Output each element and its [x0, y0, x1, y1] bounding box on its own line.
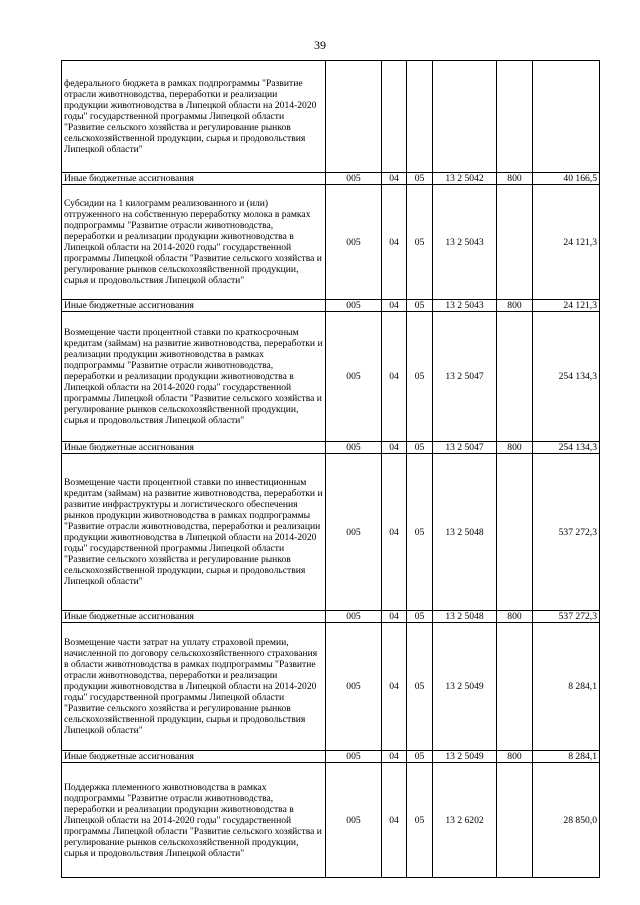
sum-cell: 254 134,3	[533, 442, 600, 454]
table-row	[62, 312, 600, 442]
table-row	[62, 763, 600, 878]
table-row	[62, 173, 600, 185]
sum-cell: 8 284,1	[533, 623, 600, 751]
rz-cell: 04	[382, 623, 407, 751]
rz-cell: 04	[382, 763, 407, 878]
sum-cell: 254 134,3	[533, 312, 600, 442]
sum-cell: 8 284,1	[533, 751, 600, 763]
sum-cell: 24 121,3	[533, 185, 600, 300]
name-cell: федерального бюджета в рамках подпрограммы "Развитие отрасли животноводства, переработки и реализации продукции животноводства в Липецкой области на 2014-2020 годы" государственной программы Липецкой области "Развитие сельского хозяйства и регулирование рынков сельскохозяйственной продукции, сырья и продовольствия Липецкой области"	[62, 61, 326, 173]
rz-cell: 04	[382, 300, 407, 312]
vr-cell: 800	[497, 442, 533, 454]
name-cell: Субсидии на 1 килограмм реализованного и (или) отгруженного на собственную переработку молока в рамках подпрограммы "Развитие отрасли животноводства, переработки и реализации продукции животноводства в Липецкой области на 2014-2020 годы" государственной программы Липецкой области "Развитие сельского хозяйства и регулирование рынков сельскохозяйственной продукции, сырья и продовольствия Липецкой области"	[62, 185, 326, 300]
vr-cell: 800	[497, 751, 533, 763]
table-row	[62, 623, 600, 751]
pr-cell: 05	[407, 751, 433, 763]
vr-cell	[497, 763, 533, 878]
name-cell: Иные бюджетные ассигнования	[62, 173, 326, 185]
name-cell: Иные бюджетные ассигнования	[62, 442, 326, 454]
sum-cell: 40 166,5	[533, 173, 600, 185]
rz-cell: 04	[382, 611, 407, 623]
ved-cell: 005	[326, 185, 382, 300]
name-cell: Возмещение части процентной ставки по краткосрочным кредитам (займам) на развитие животноводства, переработки и реализации продукции животноводства в рамках подпрограммы "Развитие отрасли животноводства, переработки и реализации продукции животноводства в Липецкой области на 2014-2020 годы" государственной программы Липецкой области "Развитие сельского хозяйства и регулирование рынков сельскохозяйственной продукции, сырья и продовольствия Липецкой области"	[62, 312, 326, 442]
pr-cell: 05	[407, 312, 433, 442]
sum-cell	[533, 61, 600, 173]
pr-cell: 05	[407, 442, 433, 454]
pr-cell: 05	[407, 763, 433, 878]
name-cell: Возмещение части процентной ставки по инвестиционным кредитам (займам) на развитие животноводства, переработки и развитие инфраструктуры и логистического обеспечения рынков продукции животноводства в рамках подпрограммы "Развитие отрасли животноводства, переработки и реализации продукции животноводства в Липецкой области на 2014-2020 годы" государственной программы Липецкой области "Развитие сельского хозяйства и регулирование рынков сельскохозяйственной продукции, сырья и продовольствия Липецкой области"	[62, 454, 326, 611]
csr-cell: 13 2 5043	[433, 185, 497, 300]
name-cell: Иные бюджетные ассигнования	[62, 300, 326, 312]
ved-cell: 005	[326, 312, 382, 442]
csr-cell: 13 2 5048	[433, 611, 497, 623]
ved-cell: 005	[326, 623, 382, 751]
table-row	[62, 61, 600, 173]
sum-cell: 28 850,0	[533, 763, 600, 878]
page-number: 39	[314, 38, 326, 52]
pr-cell: 05	[407, 611, 433, 623]
pr-cell: 05	[407, 173, 433, 185]
pr-cell: 05	[407, 185, 433, 300]
table-row	[62, 611, 600, 623]
ved-cell: 005	[326, 442, 382, 454]
pr-cell	[407, 61, 433, 173]
vr-cell	[497, 61, 533, 173]
rz-cell	[382, 61, 407, 173]
csr-cell: 13 2 5043	[433, 300, 497, 312]
csr-cell: 13 2 5049	[433, 623, 497, 751]
csr-cell: 13 2 5047	[433, 442, 497, 454]
vr-cell: 800	[497, 173, 533, 185]
vr-cell	[497, 312, 533, 442]
ved-cell: 005	[326, 751, 382, 763]
vr-cell	[497, 623, 533, 751]
csr-cell: 13 2 6202	[433, 763, 497, 878]
rz-cell: 04	[382, 173, 407, 185]
pr-cell: 05	[407, 454, 433, 611]
name-cell: Иные бюджетные ассигнования	[62, 611, 326, 623]
ved-cell: 005	[326, 173, 382, 185]
sum-cell: 537 272,3	[533, 454, 600, 611]
rz-cell: 04	[382, 454, 407, 611]
csr-cell: 13 2 5042	[433, 173, 497, 185]
pr-cell: 05	[407, 623, 433, 751]
table-row	[62, 454, 600, 611]
ved-cell	[326, 61, 382, 173]
table-row	[62, 300, 600, 312]
table-row	[62, 751, 600, 763]
csr-cell: 13 2 5049	[433, 751, 497, 763]
budget-table	[61, 60, 600, 878]
sum-cell: 537 272,3	[533, 611, 600, 623]
csr-cell: 13 2 5048	[433, 454, 497, 611]
pr-cell: 05	[407, 300, 433, 312]
ved-cell: 005	[326, 611, 382, 623]
name-cell: Иные бюджетные ассигнования	[62, 751, 326, 763]
vr-cell: 800	[497, 300, 533, 312]
ved-cell: 005	[326, 300, 382, 312]
name-cell: Возмещение части затрат на уплату страховой премии, начисленной по договору сельскохозяйственного страхования в области животноводства в рамках подпрограммы "Развитие отрасли животноводства, переработки и реализации продукции животноводства в Липецкой области на 2014-2020 годы" государственной программы Липецкой области "Развитие сельского хозяйства и регулирование рынков сельскохозяйственной продукции, сырья и продовольствия Липецкой области"	[62, 623, 326, 751]
csr-cell: 13 2 5047	[433, 312, 497, 442]
vr-cell	[497, 454, 533, 611]
vr-cell: 800	[497, 611, 533, 623]
rz-cell: 04	[382, 185, 407, 300]
vr-cell	[497, 185, 533, 300]
name-cell: Поддержка племенного животноводства в рамках подпрограммы "Развитие отрасли животноводства, переработки и реализации продукции животноводства в Липецкой области на 2014-2020 годы" государственной программы Липецкой области "Развитие сельского хозяйства и регулирование рынков сельскохозяйственной продукции, сырья и продовольствия Липецкой области"	[62, 763, 326, 878]
table-row	[62, 185, 600, 300]
rz-cell: 04	[382, 442, 407, 454]
csr-cell	[433, 61, 497, 173]
rz-cell: 04	[382, 751, 407, 763]
ved-cell: 005	[326, 763, 382, 878]
rz-cell: 04	[382, 312, 407, 442]
table-row	[62, 442, 600, 454]
ved-cell: 005	[326, 454, 382, 611]
sum-cell: 24 121,3	[533, 300, 600, 312]
